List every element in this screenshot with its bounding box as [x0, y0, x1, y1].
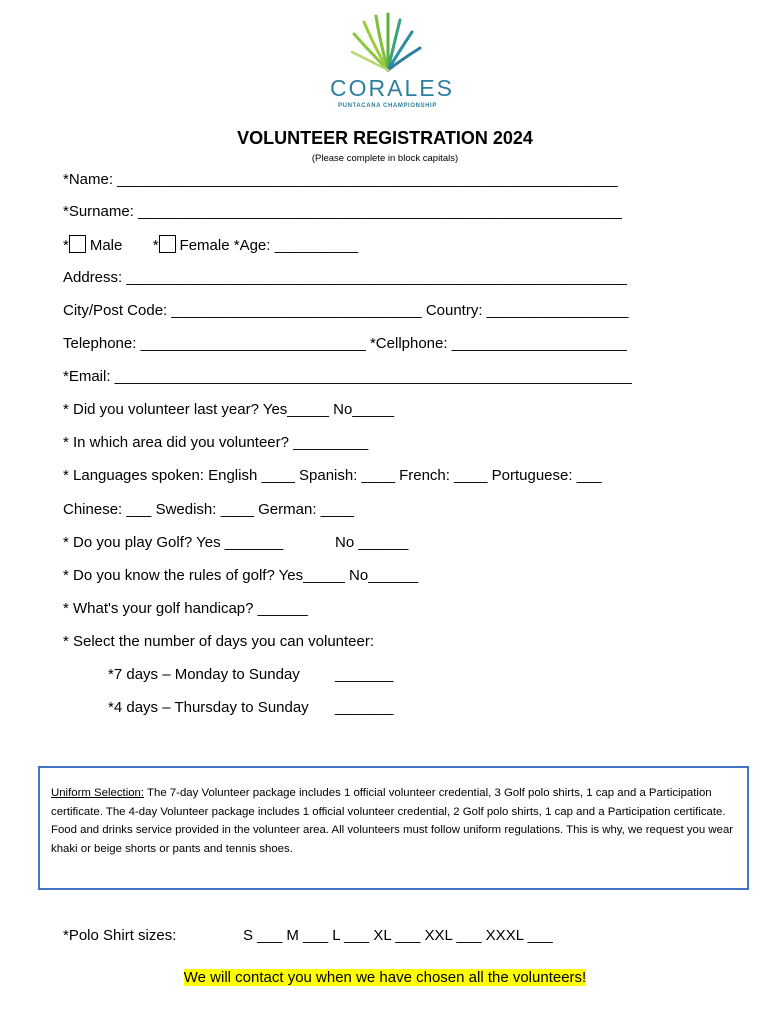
days-4-option: *4 days – Thursday to Sunday: [108, 699, 309, 716]
palm-leaf-icon: [348, 12, 428, 74]
days-question: * Select the number of days you can volunteer:: [63, 633, 375, 650]
volunteer-last-year-question[interactable]: * Did you volunteer last year? Yes_____ No_____: [63, 401, 395, 418]
polo-sizes-options[interactable]: S ___ M ___ L ___ XL ___ XXL ___ XXXL ___: [243, 927, 553, 944]
polo-sizes-label: *Polo Shirt sizes:: [63, 927, 177, 944]
play-golf-no[interactable]: No ______: [335, 534, 409, 551]
name-field[interactable]: *Name: ____________________________________________________________: [63, 171, 618, 188]
uniform-notice-box: [38, 766, 749, 890]
uniform-heading: Uniform Selection:: [51, 787, 145, 799]
days-7-option: *7 days – Monday to Sunday: [108, 666, 300, 683]
logo-wordmark: CORALES: [330, 75, 454, 101]
female-checkbox[interactable]: [159, 235, 176, 253]
female-star: *: [152, 237, 159, 254]
age-field[interactable]: *Age: __________: [233, 237, 359, 254]
address-field[interactable]: Address: ____________________________________________________________: [63, 269, 627, 286]
uniform-notice-paragraph: [51, 784, 739, 821]
city-country-field[interactable]: City/Post Code: ______________________________ Country: _________________: [63, 302, 629, 319]
food-notice-paragraph: Food and drinks service provided in the volunteer area. All volunteers must follow uniform regulations. This is why, we request you wear khaki or beige shorts or pants and tennis shoes.: [51, 824, 734, 855]
handicap-question[interactable]: * What's your golf handicap? ______: [63, 600, 308, 617]
email-field[interactable]: *Email: ______________________________________________________________: [63, 368, 632, 385]
telephone-cellphone-field[interactable]: Telephone: ___________________________ *Cellphone: _____________________: [63, 335, 627, 352]
male-checkbox[interactable]: [69, 235, 86, 253]
logo-subtitle: PUNTACANA CHAMPIONSHIP: [338, 103, 437, 109]
corales-logo: [330, 12, 454, 112]
uniform-text: The 7-day Volunteer package includes 1 official volunteer credential, 3 Golf polo shirts, 1 cap and a Participation certificate. The 4-day Volunteer package includes 1 official volunteer credential, 2 Golf polo shirts, 1 cap and a Participation certificate.: [51, 787, 726, 818]
surname-field[interactable]: *Surname: __________________________________________________________: [63, 203, 622, 220]
page-subtitle: (Please complete in block capitals): [311, 153, 459, 164]
days-4-blank[interactable]: _______: [335, 699, 394, 716]
languages-question-cont[interactable]: Chinese: ___ Swedish: ____ German: ____: [63, 501, 355, 518]
area-question[interactable]: * In which area did you volunteer? _________: [63, 434, 369, 451]
play-golf-yes[interactable]: * Do you play Golf? Yes _______: [63, 534, 284, 551]
page-title: VOLUNTEER REGISTRATION 2024: [237, 128, 533, 148]
languages-question[interactable]: * Languages spoken: English ____ Spanish: ____ French: ____ Portuguese: ___: [63, 467, 602, 484]
days-7-blank[interactable]: _______: [335, 666, 394, 683]
golf-rules-question[interactable]: * Do you know the rules of golf? Yes_____ No______: [63, 567, 419, 584]
female-label: Female: [179, 237, 230, 254]
male-label: Male: [89, 237, 123, 254]
footer-message: We will contact you when we have chosen all the volunteers!: [183, 969, 587, 986]
gender-age-row: [63, 235, 358, 255]
male-star: *: [63, 237, 69, 254]
footer-message-row: [0, 969, 770, 987]
